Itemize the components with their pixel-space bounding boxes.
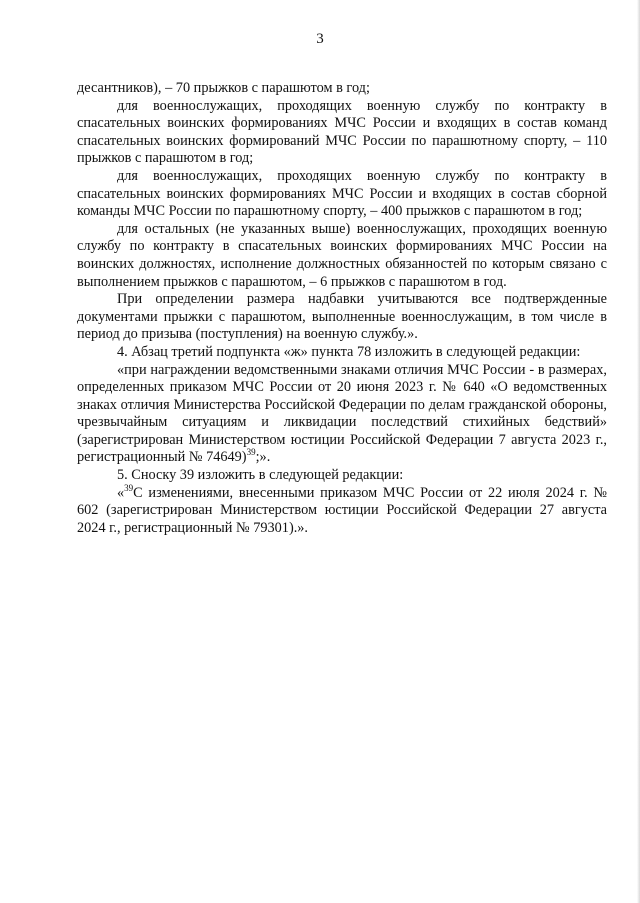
paragraph-footnote-quote <box>77 482 607 538</box>
footnote-number: 39 <box>124 482 134 493</box>
paragraph-awards-quote <box>77 362 607 468</box>
paragraph-continuation: десантников), – 70 прыжков с парашютом в год; <box>77 80 370 96</box>
paragraph-item-4: 4. Абзац третий подпункта «ж» пункта 78 изложить в следующей редакции: <box>117 343 581 360</box>
paragraph-contract-teams: для военнослужащих, проходящих военную службу по контракту в спасательных воинских формированиях МЧС России и входящих в состав команд спасательных воинских формирований МЧС России по парашютному спорту, – 110 прыжков с парашютом в год; <box>77 97 607 167</box>
document-body <box>77 80 607 537</box>
footnote-quote-text: С изменениями, внесенными приказом МЧС России от 22 июля 2024 г. № 602 (зарегистрирован Министерством юстиции Российской Федерации 27 августа 2024 г., регистрационный № 79301).». <box>77 484 607 536</box>
paragraph-allowance-calculation: При определении размера надбавки учитываются все подтвержденные документами прыжки с парашютом, выполненные военнослужащим, в том числе в период до призыва (поступления) на военную службу.». <box>77 291 607 343</box>
awards-quote-text: «при награждении ведомственными знаками отличия МЧС России - в размерах, определенных приказом МЧС России от 20 июня 2023 г. № 640 «О ведомственных знаках отличия Министерства Российской Федерации по делам гражданской обороны, чрезвычайным ситуациям и ликвидации последствий стихийных бедствий» (зарегистрирован Министерством юстиции Российской Федерации 7 августа 2023 г., регистрационный № 74649) <box>77 361 607 466</box>
awards-quote-end: ;». <box>255 449 271 466</box>
footnote-reference: 39 <box>246 447 256 458</box>
page-number: 3 <box>316 31 324 47</box>
footnote-quote-open: « <box>117 484 125 501</box>
paragraph-item-5: 5. Сноску 39 изложить в следующей редакции: <box>117 467 404 484</box>
paragraph-contract-national-team: для военнослужащих, проходящих военную службу по контракту в спасательных воинских формированиях МЧС России и входящих в состав сборной команды МЧС России по парашютному спорту, – 400 прыжков с парашютом в год; <box>77 167 607 220</box>
paragraph-other-servicemen: для остальных (не указанных выше) военнослужащих, проходящих военную службу по контракту в спасательных воинских формированиях МЧС России на воинских должностях, исполнение должностных обязанностей по которым связано с выполнением прыжков с парашютом, – 6 прыжков с парашютом в год. <box>77 220 607 290</box>
